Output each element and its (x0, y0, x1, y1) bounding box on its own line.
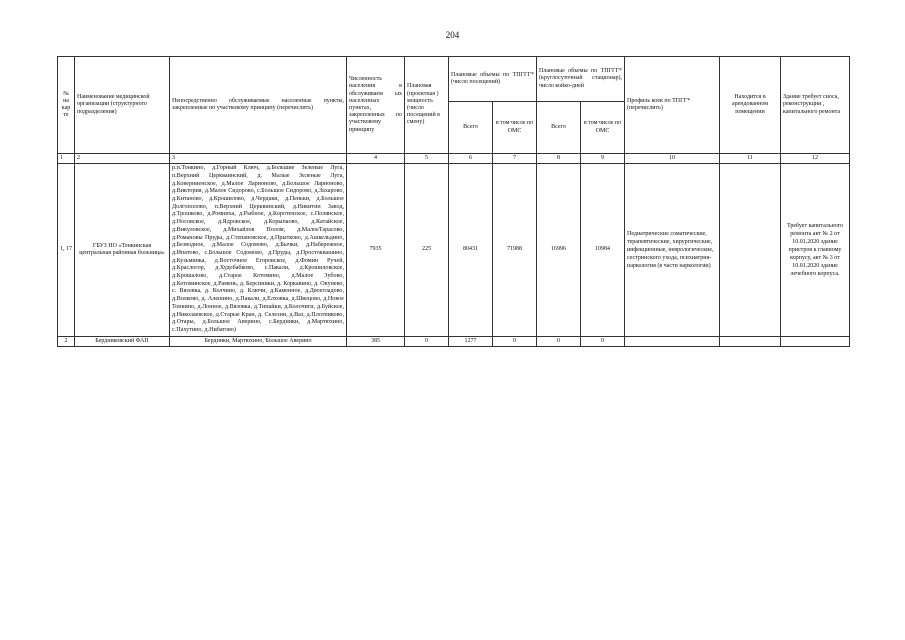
col-number: 11 (720, 154, 781, 164)
settlements-list: р.п.Тонкино, д.Горный Ключ, д.Большие Зеленые Луга, п.Верхний Церкваинский, д. Малые Зеленые Луга, д.Коверниенское, д.Малое Ларионово, д.Большое Ларионово, д.Виктория, д.Малое Сидорово, с.Большое Сидорово, д.Захарово, д.Китаново, д.Крошилово, д.Чердаки, д.Пеньки, д.Большое Долгополово, п.Верхний Церквинский, д.Никитин Завод, д.Трошково, д.Ромниха, д.Рыбное, д.Коротенское, с.Полянское, д.Носовское, д.Ядровское, д.Корыпаово, д.Катайское, д.Викуловское, д.Михайлов Полом, д.МалоеТарасово, д.Романовы Пруды, д.Степановское, д.Прытково, д.Ашкельдино, д.Безводное, д.Малое Содомово, д.Бычки, д.Набережное, д.Ипатово, с.Большое Содомово, д.Пруды, д.Простоквашино, д.Кузьминка, д.Восточное Егоровское, д.Фомин Ручей, д.Краслогор, д.Худобабково, с.Пакали, д.Крошиловское, д.Крошалово, д.Старое Котомино, д.Малое Зубово, д.Котоминское, д.Рамень, д. Берсиники, д. Коркавино, д. Окунево, с. Вязовка, д. Колчино, д. Ключи, д.Каменное, д.Двоегладово, д.Волково, д. Алешино, д.Пакали, д.Елховка, д.Швецово, д.Новое Тонкино, д.Лонное, д.Вязовка, д.Типайки, д.Колочиги, д.Буйское, д.Николаевское, д.Старые Кран, д. Селезни, д.Ваз, д.Плотниково, д.Отары, д.Большое Аверино, с.Бердники, д.Мартюхино, с.Пахутино, д.Нибатово) (170, 164, 347, 336)
beddays-oms: 10984 (581, 164, 625, 336)
beddays-oms: 0 (581, 336, 625, 346)
col-number: 9 (581, 154, 625, 164)
capacity: 0 (405, 336, 449, 346)
org-name: ГБУЗ НО «Тонкинская центральная районная больница» (75, 164, 170, 336)
col-number: 8 (537, 154, 581, 164)
col-number: 12 (781, 154, 850, 164)
header-beddays: Плановые объемы по ТПГГГ* (круглосуточный стационар), число койко-дней (537, 57, 625, 102)
header-org-name: Наименование медицинской организации (структурного подразделения) (75, 57, 170, 154)
table-row (58, 336, 850, 346)
visits-total: 80431 (449, 164, 493, 336)
col-number: 5 (405, 154, 449, 164)
bed-profile: Педиатрические соматические, терапевтические, хирургические, инфекционные, неврологические, сестринского ухода, психиатрия-наркология (в части наркологии) (625, 164, 720, 336)
visits-total: 1277 (449, 336, 493, 346)
col-number: 3 (170, 154, 347, 164)
subheader-beddays-total: Всего (537, 102, 581, 154)
col-number: 2 (75, 154, 170, 164)
medical-organizations-table (57, 56, 850, 347)
population: 7935 (347, 164, 405, 336)
header-bed-profile: Профиль коек по ТПГГ* (перечислить) (625, 57, 720, 154)
bed-profile (625, 336, 720, 346)
rented (720, 336, 781, 346)
header-settlements: Непосредственно обслуживаемые населенные пункты, закрепленные по участковому принципу (перечислить) (170, 57, 347, 154)
org-name: Бердниковский ФАП (75, 336, 170, 346)
header-row (58, 57, 850, 102)
header-visits: Плановые объемы по ТПГГГ* (число посещений) (449, 57, 537, 102)
beddays-total: 16996 (537, 164, 581, 336)
header-number: № на кар те (58, 57, 75, 154)
subheader-visits-total: Всего (449, 102, 493, 154)
table-row (58, 164, 850, 336)
header-capacity: Плановая (проектная ) мощность (число посещений в смену) (405, 57, 449, 154)
column-numbers-row (58, 154, 850, 164)
population: 385 (347, 336, 405, 346)
row-number: 2 (58, 336, 75, 346)
header-rented: Находится в арендованном помещении (720, 57, 781, 154)
page-number: 204 (445, 30, 460, 40)
col-number: 1 (58, 154, 75, 164)
rented (720, 164, 781, 336)
capacity: 225 (405, 164, 449, 336)
col-number: 6 (449, 154, 493, 164)
settlements-list: Бердники, Мартюхино, Большое Аверино (170, 336, 347, 346)
subheader-visits-oms: в том числе по ОМС (493, 102, 537, 154)
header-repair: Здание требует сноса, реконструкции , капитального ремонта (781, 57, 850, 154)
beddays-total: 0 (537, 336, 581, 346)
subheader-beddays-oms: в том числе по ОМС (581, 102, 625, 154)
row-number: 1, 17 (58, 164, 75, 336)
repair-status: Требует капитального ремонта акт № 2 от 10.01.2020 здание пристроя к главному корпусу, акт № 3 от 10.01.2020 здание лечебного корпуса. (781, 164, 850, 336)
col-number: 4 (347, 154, 405, 164)
col-number: 10 (625, 154, 720, 164)
col-number: 7 (493, 154, 537, 164)
repair-status (781, 336, 850, 346)
visits-oms: 71988 (493, 164, 537, 336)
header-population: Численность населения в обслуживаем ых населенных пунктах, закрепленных по участковому принципу (347, 57, 405, 154)
visits-oms: 0 (493, 336, 537, 346)
